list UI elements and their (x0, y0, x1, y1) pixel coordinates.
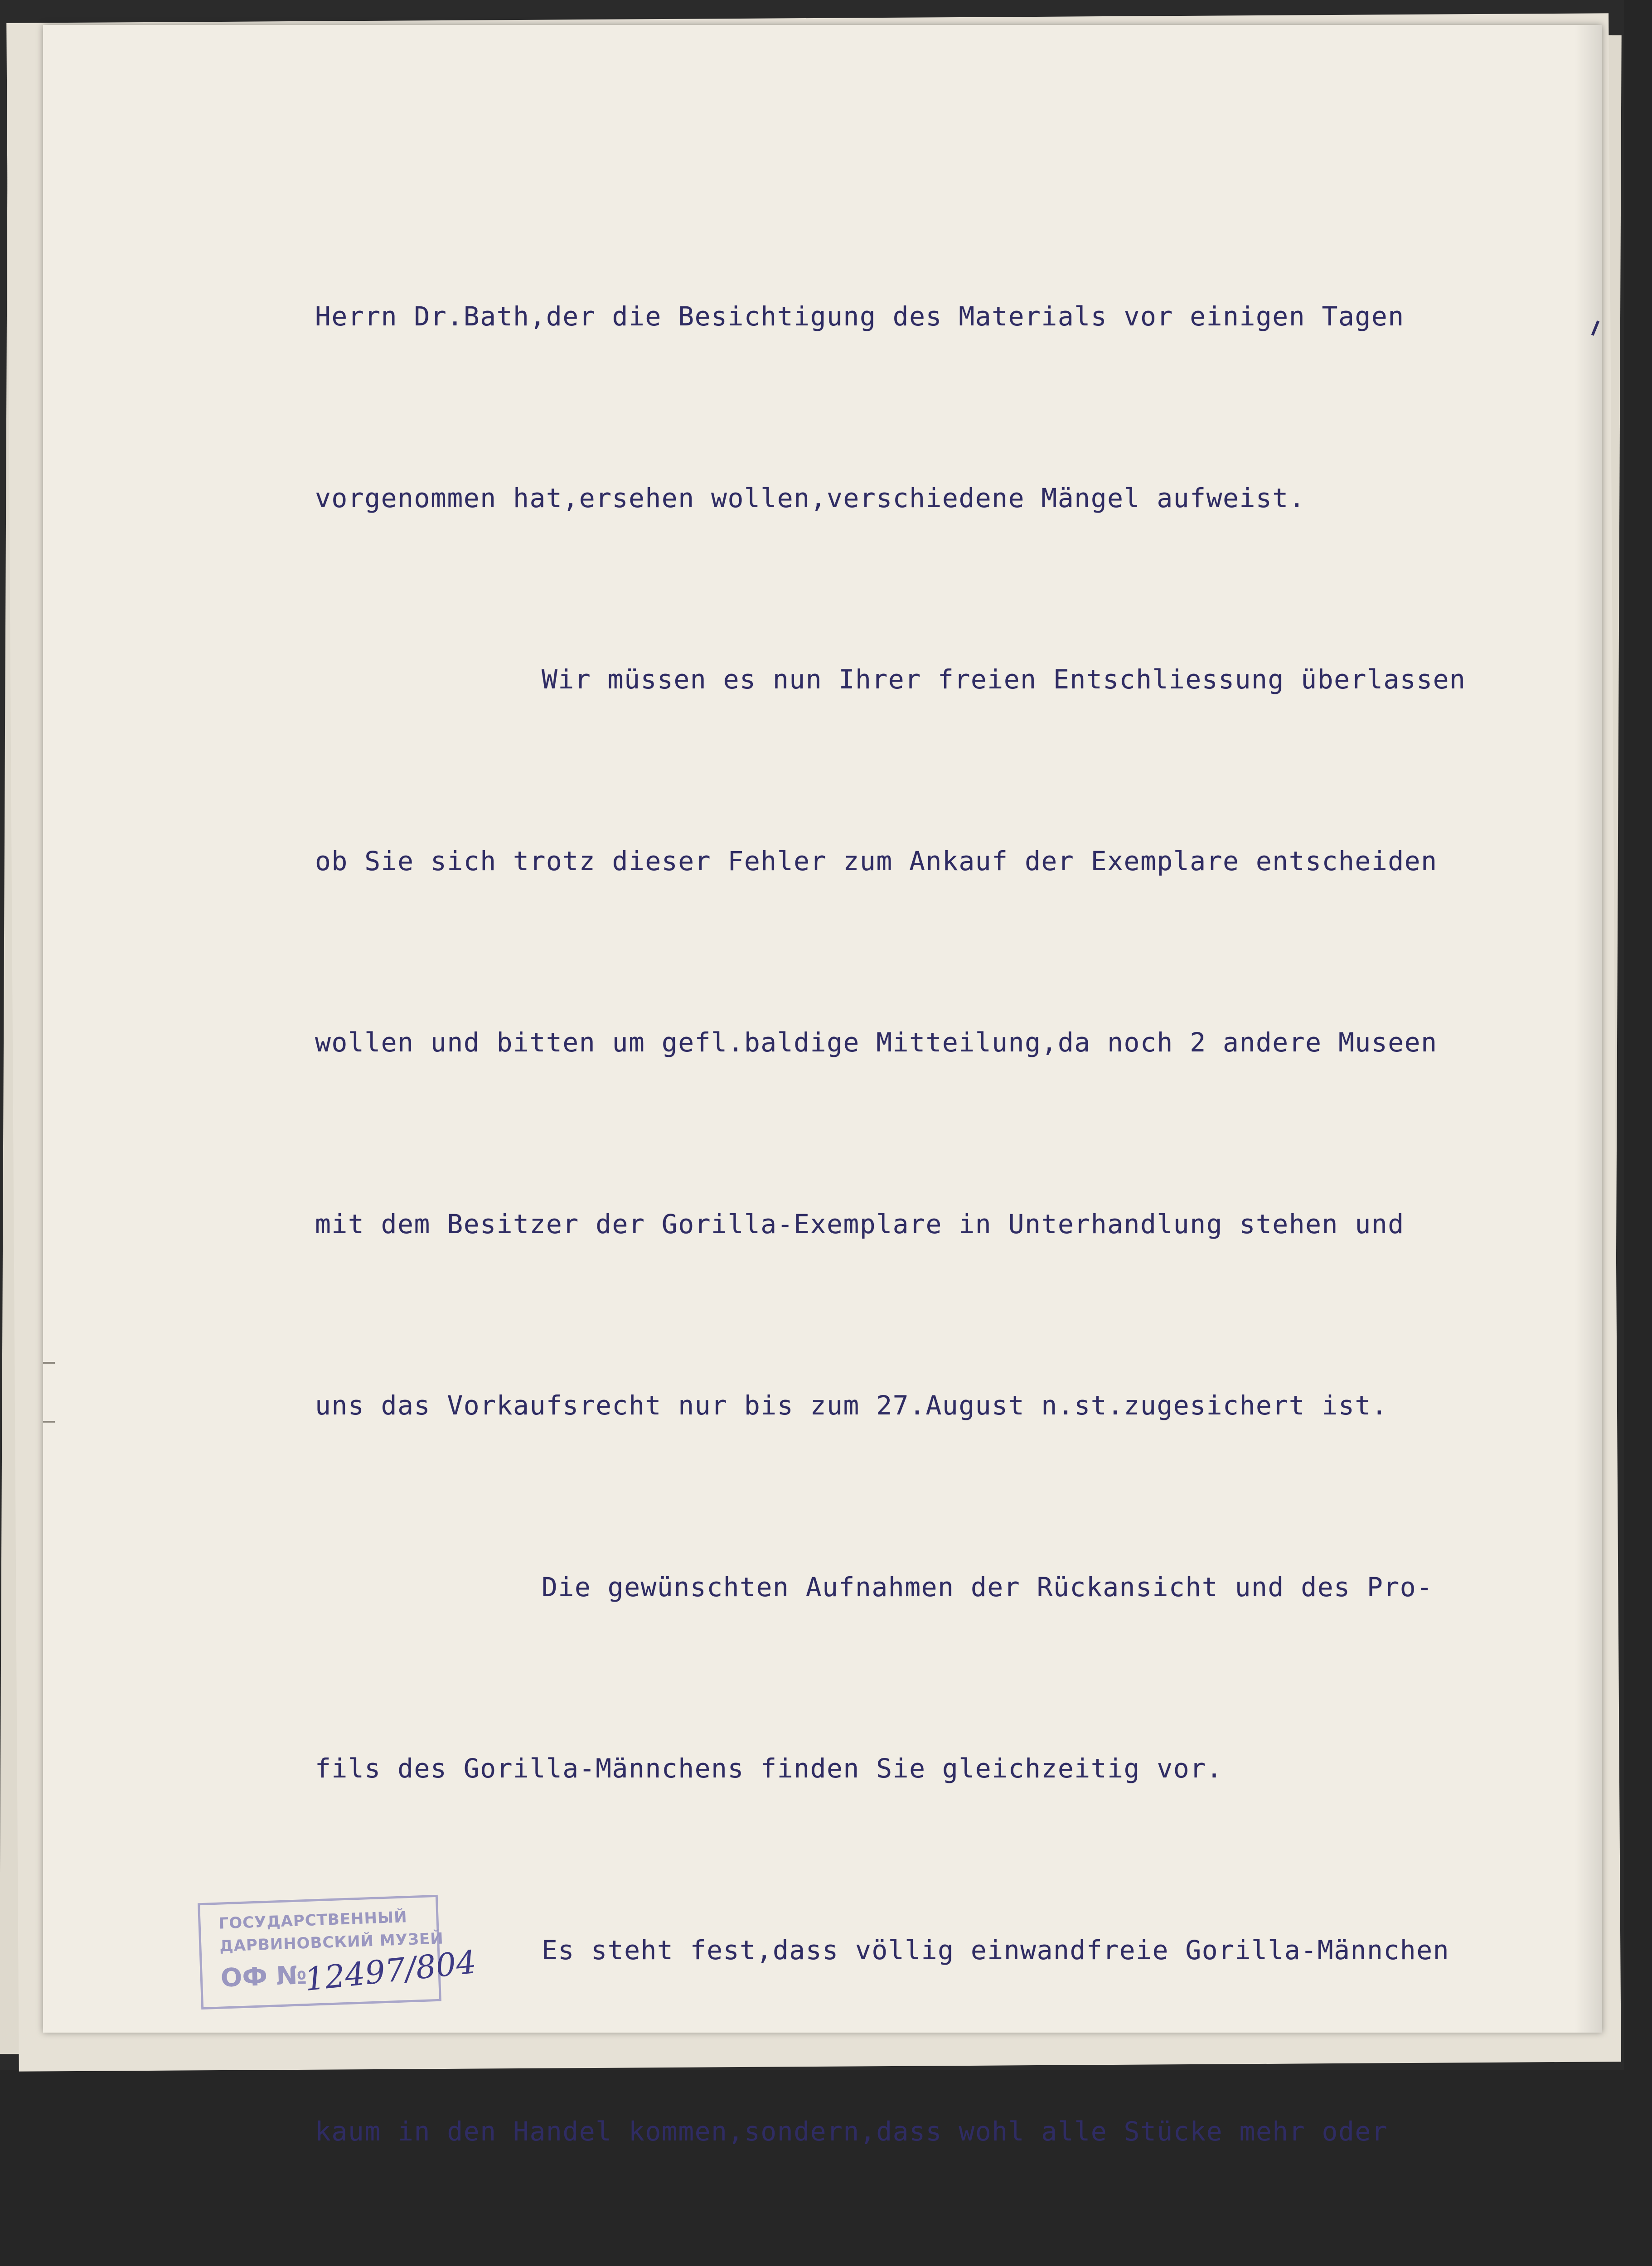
text-line: fils des Gorilla-Männchens finden Sie gleichzeitig vor. (315, 1753, 1223, 1784)
letter-page (43, 25, 1602, 2147)
handwritten-inventory-number: 12497/804 (303, 1943, 478, 1999)
text-line: Herrn Dr.Bath,der die Besichtigung des Materials vor einigen Tagen (315, 301, 1405, 332)
text-line: uns das Vorkaufsrecht nur bis zum 27.August n.st.zugesichert ist. (315, 1390, 1388, 1421)
museum-inventory-stamp (198, 1895, 478, 2009)
margin-mark (43, 1421, 55, 1423)
text-line: wollen und bitten um gefl.baldige Mitteilung,da noch 2 andere Museen (315, 1027, 1438, 1058)
stamp-museum-line: ДАРВИНОВСКИЙ МУЗЕЙ (219, 1929, 444, 1956)
paragraph-start-line: Die gewünschten Aufnahmen der Rückansicht und des Pro- (542, 1571, 1433, 1603)
stamp-fund-prefix: ОФ № (220, 1961, 307, 1993)
text-line: ob Sie sich trotz dieser Fehler zum Ankauf der Exemplare entscheiden (315, 845, 1438, 876)
text-line: mit dem Besitzer der Gorilla-Exemplare in Unterhandlung stehen und (315, 1208, 1405, 1240)
margin-mark (43, 1362, 55, 1364)
text-line: kaum in den Handel kommen,sondern,dass wohl alle Stücke mehr oder (315, 2116, 1388, 2147)
stamp-institution-line: ГОСУДАРСТВЕННЫЙ (218, 1908, 408, 1933)
paragraph-start-line: Es steht fest,dass völlig einwandfreie Gorilla-Männchen (542, 1934, 1450, 1966)
text-line: vorgenommen hat,ersehen wollen,verschiedene Mängel aufweist. (315, 482, 1306, 513)
letter-body (315, 165, 1652, 2266)
paragraph-start-line: Wir müssen es nun Ihrer freien Entschliessung überlassen (542, 664, 1466, 695)
